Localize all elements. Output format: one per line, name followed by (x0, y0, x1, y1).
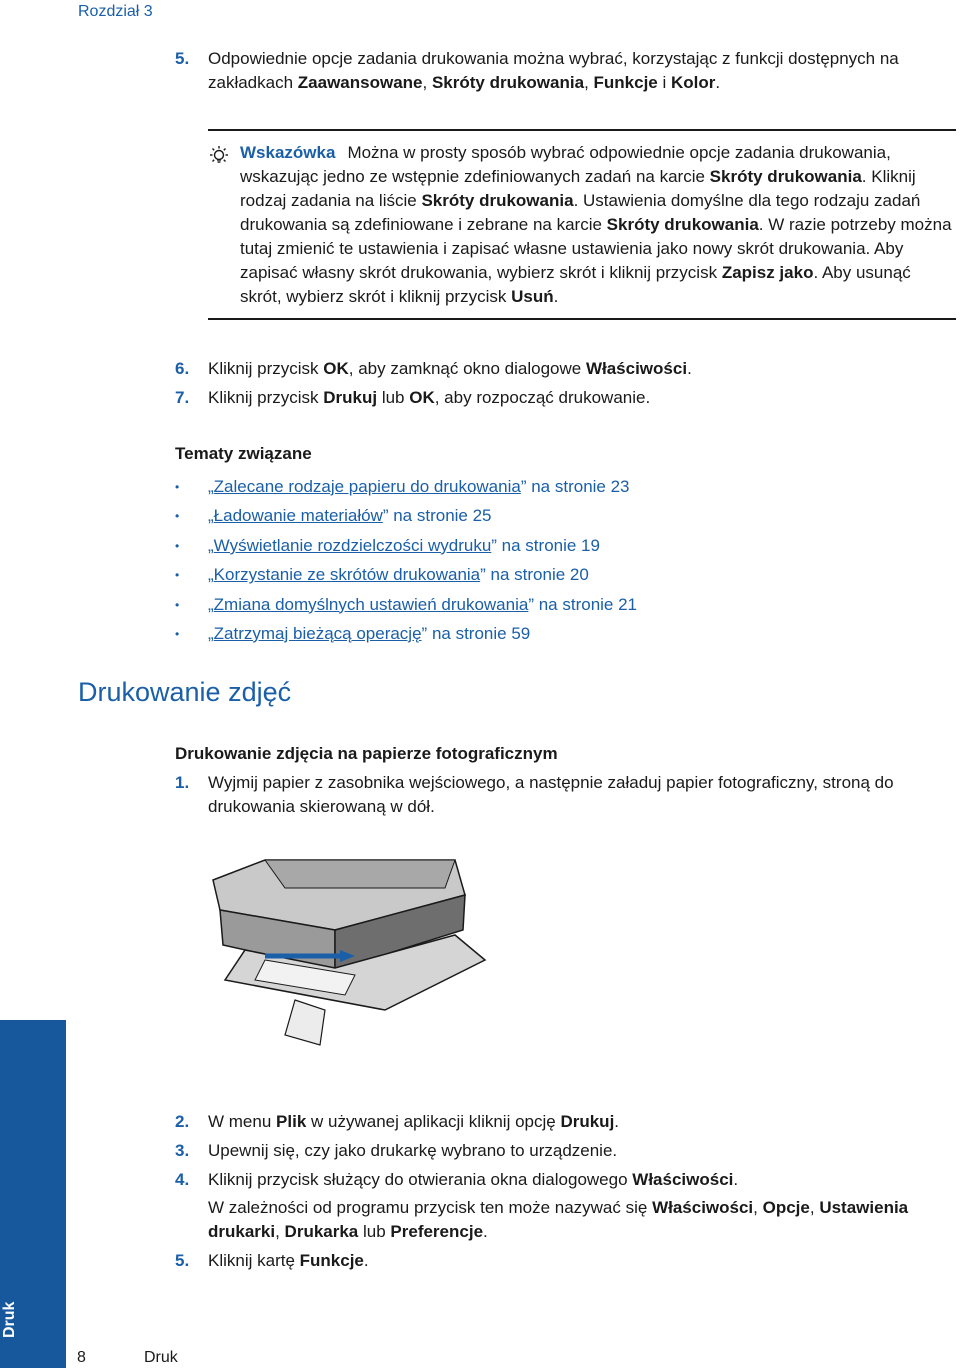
related-item (175, 593, 935, 622)
text-run: Wyjmij papier z zasobnika wejściowego, a następnie załaduj papier fotograficzny, stroną do drukowania skierowaną w dół. (208, 773, 894, 816)
related-item (175, 534, 935, 563)
quote-open: „ (208, 535, 214, 555)
bold-term: Funkcje (299, 1251, 364, 1270)
printer-illustration (205, 850, 505, 1050)
bullet-icon: • (175, 480, 180, 494)
step-number: 5. (175, 49, 190, 68)
text-run: , (584, 73, 594, 92)
text-run: . W razie potrzeby można tutaj zmienić te ustawienia i zapisać własne ustawienia jako nowy skrót drukowania. Aby zapisać własny skrót drukowania, wybierz skrót i kliknij przycisk (240, 215, 952, 282)
text-run: w używanej aplikacji kliknij opcję (306, 1112, 561, 1131)
bold-term: Plik (276, 1112, 307, 1131)
bullet-icon: • (175, 509, 180, 524)
bold-term: OK (323, 359, 349, 378)
text-run: , (809, 1198, 820, 1217)
text-run: . (687, 359, 692, 378)
related-topics (175, 441, 935, 651)
bold-term: Właściwości (632, 1170, 734, 1189)
page-reference: na stronie 23 (526, 477, 630, 496)
text-run: , aby zamknąć okno dialogowe (348, 359, 586, 378)
related-list (175, 475, 935, 651)
related-title: Tematy związane (175, 444, 312, 463)
bullet-icon: • (175, 538, 180, 553)
step-text (208, 47, 935, 95)
step-text (208, 386, 935, 410)
lightbulb-icon (208, 145, 230, 167)
bullet-icon: • (175, 597, 180, 612)
quote-open: „ (208, 565, 214, 585)
quote-close: ” (382, 506, 389, 526)
text-run: Kliknij kartę (208, 1251, 300, 1270)
related-link[interactable]: Zalecane rodzaje papieru do drukowania (213, 477, 521, 496)
quote-open: „ (208, 506, 214, 526)
steps-list-top (175, 47, 935, 95)
text-run: . Kliknij rodzaj zadania na liście (240, 167, 916, 210)
text-run: W menu (208, 1112, 277, 1131)
text-run: . (715, 73, 721, 92)
bold-term: Właściwości (585, 359, 688, 378)
tip-label: Wskazówka (240, 143, 336, 162)
quote-close: ” (520, 477, 527, 496)
step-note (208, 1196, 935, 1244)
text-run: , aby rozpocząć drukowanie. (434, 388, 651, 407)
step-text (208, 1139, 935, 1163)
section-title: Drukowanie zdjęć (78, 677, 292, 707)
step-item (175, 47, 935, 95)
bold-term: Skróty drukowania (431, 73, 585, 92)
text-run: Kliknij przycisk służący do otwierania okna dialogowego (208, 1170, 633, 1189)
step-text (208, 1249, 935, 1273)
related-link[interactable]: Korzystanie ze skrótów drukowania (213, 565, 481, 585)
step-number: 5. (175, 1251, 190, 1270)
page-number: 8 (77, 1349, 86, 1366)
chapter-header: Rozdział 3 (78, 3, 153, 20)
tip-box (208, 129, 956, 320)
quote-open: „ (208, 623, 214, 643)
bold-term: Skróty drukowania (421, 191, 574, 210)
step-text (208, 357, 935, 381)
step-number: 4. (175, 1170, 190, 1189)
step-item (175, 1249, 935, 1273)
section-subtitle: Drukowanie zdjęcia na papierze fotograficznym (175, 744, 558, 763)
step-item (175, 771, 935, 819)
sidebar-tab-label: Druk (1, 1301, 18, 1338)
text-run: . (483, 1222, 488, 1241)
bold-term: Zapisz jako (721, 263, 814, 282)
text-run: i (657, 73, 671, 92)
quote-close: ” (528, 594, 534, 614)
bold-term: Drukuj (560, 1112, 615, 1131)
bold-term: Zaawansowane (297, 73, 423, 92)
text-run: Upewnij się, czy jako drukarkę wybrano to urządzenie. (208, 1141, 618, 1160)
bold-term: Drukuj (323, 388, 378, 407)
step-number: 2. (175, 1112, 190, 1131)
step-number: 6. (175, 359, 190, 378)
text-run: , (275, 1222, 285, 1241)
bold-term: Kolor (671, 73, 716, 92)
text-run: . (614, 1112, 620, 1131)
bold-term: Skróty drukowania (709, 167, 862, 186)
page-reference: na stronie 21 (534, 594, 638, 614)
step-number: 7. (175, 388, 190, 407)
steps-list-photo-2 (175, 1110, 935, 1273)
bold-term: Ustawienia drukarki (208, 1198, 909, 1241)
step-number: 3. (175, 1141, 190, 1160)
bold-term: Opcje (762, 1198, 810, 1217)
quote-open: „ (208, 594, 214, 614)
footer-section: Druk (144, 1349, 178, 1366)
step-item (175, 386, 935, 410)
text-run: . (363, 1251, 369, 1270)
page-reference: na stronie 20 (485, 565, 589, 585)
text-run: Odpowiednie opcje zadania drukowania można wybrać, korzystając z funkcji dostępnych na zakładkach (208, 49, 899, 92)
page-reference: na stronie 59 (427, 623, 531, 643)
related-link[interactable]: Wyświetlanie rozdzielczości wydruku (213, 535, 492, 555)
bold-term: Usuń (511, 287, 554, 306)
steps-list-mid (175, 357, 935, 410)
bold-term: OK (409, 388, 435, 407)
page-reference: na stronie 19 (496, 535, 600, 555)
step-item (175, 1110, 935, 1134)
text-run: lub (358, 1222, 391, 1241)
related-item (175, 563, 935, 592)
quote-close: ” (480, 565, 486, 585)
bold-term: Funkcje (593, 73, 658, 92)
step-text (208, 771, 935, 819)
step-item (175, 1168, 935, 1244)
text-run: Kliknij przycisk (208, 359, 324, 378)
bold-term: Skróty drukowania (606, 215, 759, 234)
quote-close: ” (491, 535, 497, 555)
related-link[interactable]: Zatrzymaj bieżącą operację (213, 623, 422, 643)
text-run: Kliknij przycisk (208, 388, 324, 407)
text-run: . (733, 1170, 739, 1189)
sidebar-tab (0, 1020, 66, 1368)
quote-open: „ (208, 477, 214, 496)
bullet-icon: • (175, 626, 180, 641)
related-link[interactable]: Ładowanie materiałów (213, 506, 383, 526)
step-item (175, 357, 935, 381)
bold-term: Drukarka (284, 1222, 359, 1241)
steps-list-photo-1 (175, 771, 935, 819)
text-run: . (553, 287, 559, 306)
bullet-icon: • (175, 568, 180, 583)
text-run: , (422, 73, 432, 92)
related-link[interactable]: Zmiana domyślnych ustawień drukowania (213, 594, 529, 614)
related-item (175, 622, 935, 651)
text-run: Można w prosty sposób wybrać odpowiednie opcje zadania drukowania, wskazując jedno ze wstępnie zdefiniowanych zadań na karcie (240, 143, 891, 186)
text-run: , (753, 1198, 763, 1217)
bold-term: Preferencje (390, 1222, 484, 1241)
text-run: lub (377, 388, 410, 407)
step-text (208, 1168, 935, 1192)
bold-term: Właściwości (652, 1198, 754, 1217)
quote-close: ” (421, 623, 428, 643)
tip-text (240, 141, 956, 309)
step-number: 1. (175, 773, 190, 792)
text-run: W zależności od programu przycisk ten może nazywać się (208, 1198, 653, 1217)
text-run: . Ustawienia domyślne dla tego rodzaju zadań drukowania są zdefiniowane i zebrane na karcie (240, 191, 921, 234)
step-item (175, 1139, 935, 1163)
text-run: . Aby usunąć skrót, wybierz skrót i kliknij przycisk (240, 263, 911, 306)
step-text (208, 1110, 935, 1134)
related-item (175, 504, 935, 533)
related-item (175, 475, 935, 504)
page-reference: na stronie 25 (388, 506, 492, 526)
